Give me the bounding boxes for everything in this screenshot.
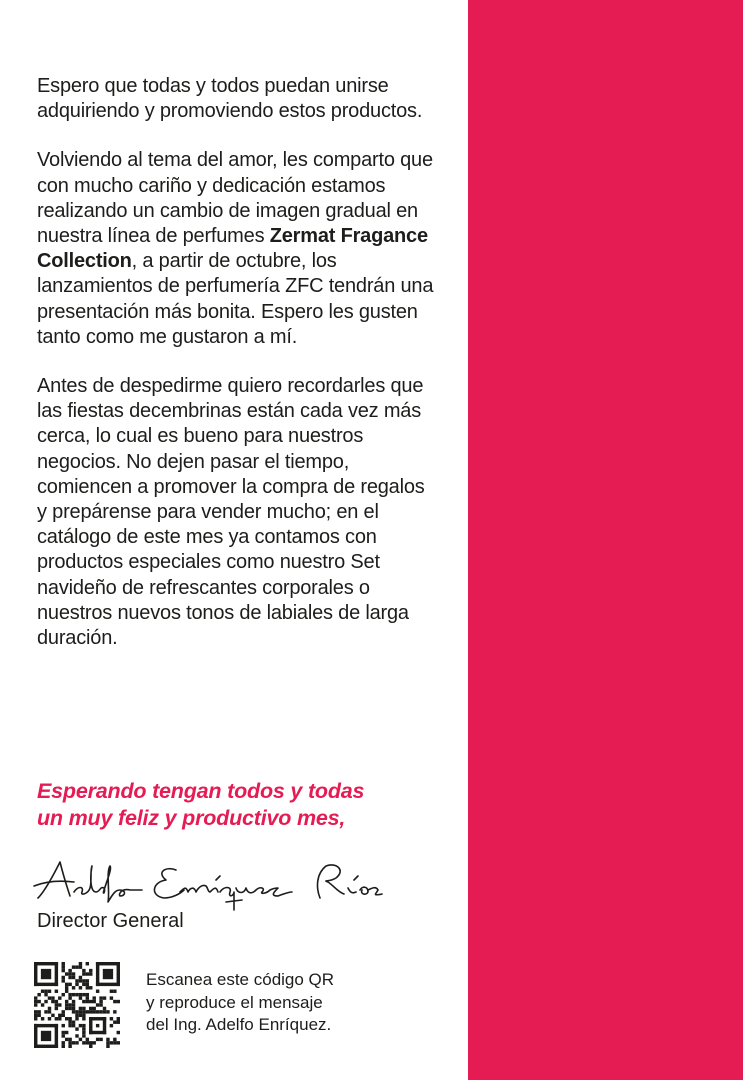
signer-title: Director General bbox=[37, 910, 184, 932]
paragraph-2-end: , a partir de octubre, los lanzamientos de perfumería ZFC tendrán una presentación más bonita. Espero les gusten tanto como me gustaron a mí. bbox=[37, 250, 434, 348]
letter-body bbox=[37, 74, 437, 675]
paragraph-2 bbox=[37, 148, 437, 350]
pink-side-band bbox=[468, 0, 743, 1080]
paragraph-3: Antes de despedirme quiero recordarles que las fiestas decembrinas están cada vez más cerca, lo cual es bueno para nuestros negocios. No dejen pasar el tiempo, comiencen a promover la compra de regalos y prepárense para vender mucho; en el catálogo de este mes ya contamos con productos especiales como nuestro Set navideño de refrescantes corporales o nuestros nuevos tonos de labiales de larga duración. bbox=[37, 375, 425, 650]
brand-name: Zermat Fragance Collection bbox=[37, 225, 428, 273]
paragraph-1: Espero que todas y todos puedan unirse adquiriendo y promoviendo estos productos. bbox=[37, 75, 423, 123]
paragraph-2-start: Volviendo al tema del amor, les comparto que con mucho cariño y dedicación estamos realizando un cambio de imagen gradual en nuestra línea de perfumes bbox=[37, 149, 433, 248]
handwritten-signature bbox=[30, 852, 390, 912]
qr-caption: Escanea este código QR y reproduce el mensaje del Ing. Adelfo Enríquez. bbox=[146, 970, 335, 1034]
qr-code-icon[interactable] bbox=[34, 962, 120, 1048]
closing-line: Esperando tengan todos y todas un muy feliz y productivo mes, bbox=[37, 779, 365, 830]
